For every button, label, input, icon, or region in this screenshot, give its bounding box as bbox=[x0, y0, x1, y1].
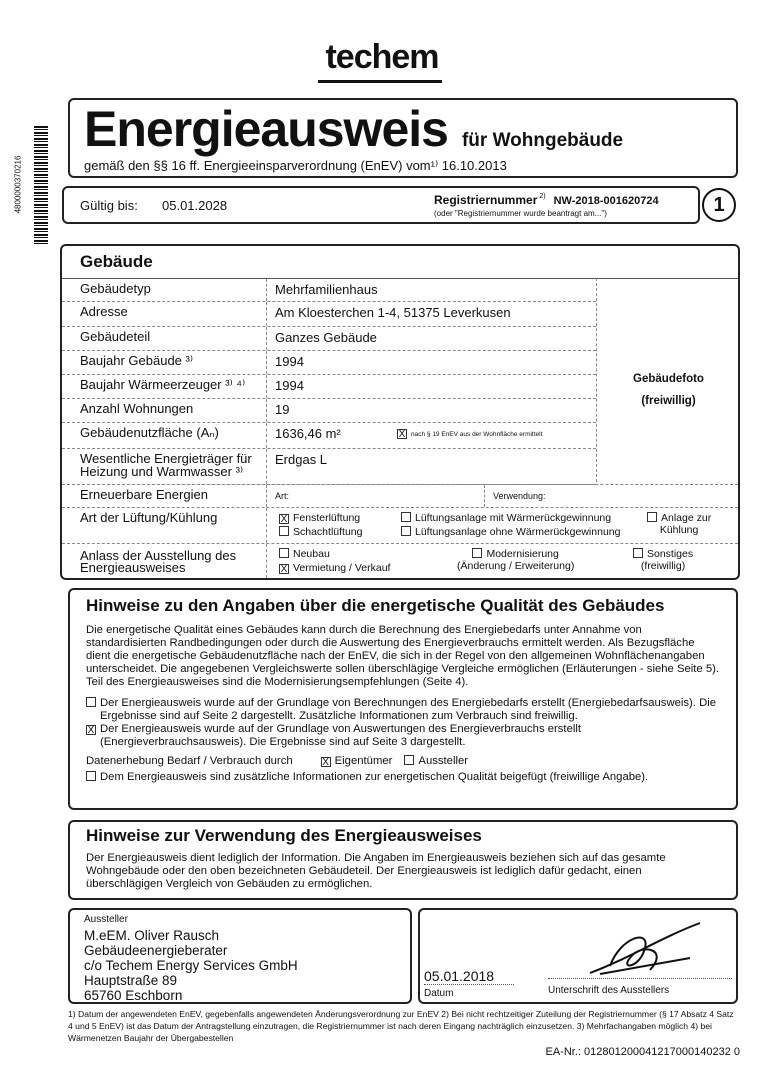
date-label: Datum bbox=[424, 988, 454, 999]
demand-certificate-option[interactable]: Der Energieausweis wurde auf der Grundlage von Berechnungen des Energiebedarfs erstellt (Energiebedarfsausweis). Die Ergebnisse sind auf Seite 2 dargestellt. Zusätzliche Informationen zum Verbrauch sind freiwillig. bbox=[86, 697, 720, 723]
table-row bbox=[62, 351, 596, 375]
issuer-label: Aussteller bbox=[84, 914, 128, 925]
table-row bbox=[62, 302, 596, 327]
ventilation-no-heat-recovery-option[interactable]: Lüftungsanlage ohne Wärmerückgewinnung bbox=[401, 526, 620, 538]
row-label: Erneuerbare Energien bbox=[62, 485, 267, 507]
row-label: Art der Lüftung/Kühlung bbox=[62, 508, 267, 543]
row-label: Wesentliche Energieträger für Heizung und Warmwasser ³⁾ bbox=[62, 449, 267, 484]
techem-logo: techem bbox=[325, 38, 439, 76]
valid-until-date: 05.01.2028 bbox=[162, 198, 228, 213]
owner-option[interactable]: X Eigentümer bbox=[322, 755, 393, 768]
usage-heading: Hinweise zur Verwendung des Energieausweises bbox=[86, 826, 482, 845]
table-row bbox=[62, 423, 596, 449]
row-label: Baujahr Gebäude ³⁾ bbox=[62, 351, 267, 374]
row-value: Erdgas L bbox=[275, 452, 328, 467]
building-photo-area bbox=[596, 278, 740, 482]
row-value: 19 bbox=[275, 402, 290, 417]
law-reference: gemäß den §§ 16 ff. Energieeinsparverordnung (EnEV) vom¹⁾ 16.10.2013 bbox=[84, 158, 507, 173]
registration-line bbox=[434, 191, 659, 209]
footnotes: 1) Datum der angewendeten EnEV, gegebenfalls angewendeten Änderungsverordnung zur EnEV 2) Bei nicht rechtzeitiger Zuteilung der Registriernummer (§ 17 Absatz 4 Satz 4 und 5 EnEV) ist das Datum der Antragstellung einzutragen, die Registriernummer ist nach deren Eingang nachträglich einzusetzen. 3) Mehrfachangaben möglich 4) bei Wärmenetzen Baujahr der Übergabestellen bbox=[68, 1009, 734, 1043]
issuer-option[interactable]: Aussteller bbox=[404, 755, 468, 767]
building-section bbox=[60, 244, 740, 580]
registration-number: NW-2018-001620724 bbox=[553, 195, 659, 207]
issuer-company: c/o Techem Energy Services GmbH bbox=[84, 958, 298, 973]
row-label: Gebäudenutzfläche (Aₙ) bbox=[62, 423, 267, 448]
row-value: Am Kloesterchen 1-4, 51375 Leverkusen bbox=[275, 305, 511, 320]
registration-footnote: 2) bbox=[539, 192, 546, 200]
signature-label: Unterschrift des Ausstellers bbox=[548, 978, 732, 996]
valid-until-label: Gültig bis: bbox=[80, 198, 138, 213]
usage-text: Der Energieausweis dient lediglich der Information. Die Angaben im Energieausweis beziehen sich auf das gesamte Wohngebäude oder den oben bezeichneten Gebäudeteil. Der Energieausweis ist lediglich dafür gedacht, einen überschlägigen Vergleich von Gebäuden zu ermöglichen. bbox=[86, 852, 666, 890]
table-row bbox=[62, 399, 596, 423]
issuer-city: 65760 Eschborn bbox=[84, 988, 183, 1003]
cooling-option[interactable]: Anlage zur Kühlung bbox=[647, 512, 711, 536]
row-label: Gebäudetyp bbox=[62, 279, 267, 301]
renewable-use: Verwendung: bbox=[493, 491, 546, 501]
photo-label: Gebäudefoto bbox=[633, 373, 704, 385]
building-heading: Gebäude bbox=[80, 252, 153, 271]
shaft-ventilation-option[interactable]: Schachtlüftung bbox=[279, 526, 362, 538]
data-collection-label: Datenerhebung Bedarf / Verbrauch durch bbox=[86, 755, 293, 767]
table-row bbox=[62, 279, 596, 302]
area-note: nach § 19 EnEV aus der Wohnfläche ermittelt bbox=[411, 431, 543, 438]
page-number: 1 bbox=[702, 188, 736, 222]
notes-section bbox=[68, 588, 738, 810]
registration-label: Registriernummer bbox=[434, 193, 538, 207]
validity-box bbox=[62, 186, 700, 224]
row-label: Baujahr Wärmeerzeuger ³⁾ ⁴⁾ bbox=[62, 375, 267, 398]
photo-note: (freiwillig) bbox=[641, 395, 696, 407]
renewable-type: Art: bbox=[267, 485, 485, 507]
ventilation-heat-recovery-option[interactable]: Lüftungsanlage mit Wärmerückgewinnung bbox=[401, 512, 611, 524]
row-label: Adresse bbox=[62, 302, 267, 326]
row-label: Gebäudeteil bbox=[62, 327, 267, 350]
row-value: 1994 bbox=[275, 354, 304, 369]
registration-note: (oder "Registriernummer wurde beantragt am...") bbox=[434, 209, 607, 218]
ea-number: EA-Nr.: 012801200041217000140232 0 bbox=[545, 1046, 740, 1058]
barcode-number: 4800000370216 bbox=[13, 155, 23, 214]
title-row bbox=[84, 100, 623, 158]
other-option[interactable]: Sonstiges (freiwillig) bbox=[633, 548, 693, 572]
page-subtitle: für Wohngebäude bbox=[461, 130, 624, 151]
renewable-row bbox=[62, 484, 738, 508]
modernization-option[interactable]: Modernisierung (Änderung / Erweiterung) bbox=[457, 548, 575, 572]
footer bbox=[68, 1008, 738, 1058]
consumption-certificate-option[interactable]: X Der Energieausweis wurde auf der Grundlage von Auswertungen des Energieverbrauchs erstellt (Energieverbrauchsausweis). Die Ergebnisse sind auf Seite 3 dargestellt. bbox=[87, 723, 582, 748]
signature-box bbox=[418, 908, 738, 1004]
row-value: 1994 bbox=[275, 378, 304, 393]
page-title: Energieausweis bbox=[84, 101, 448, 157]
new-building-option[interactable]: Neubau bbox=[279, 548, 330, 560]
table-row bbox=[62, 375, 596, 399]
row-value: 1636,46 m² bbox=[275, 426, 341, 441]
barcode bbox=[34, 126, 48, 246]
usage-section bbox=[68, 820, 738, 900]
issuer-box bbox=[68, 908, 412, 1004]
table-row bbox=[62, 449, 596, 485]
area-checkbox[interactable]: X bbox=[398, 429, 406, 440]
row-label: Anlass der Ausstellung des Energieausweises bbox=[62, 544, 267, 578]
rent-sale-option[interactable]: X Vermietung / Verkauf bbox=[280, 562, 391, 575]
building-table bbox=[62, 279, 596, 485]
row-value: Ganzes Gebäude bbox=[275, 330, 377, 345]
issuer-title: Gebäudeenergieberater bbox=[84, 943, 228, 958]
occasion-row bbox=[62, 544, 738, 578]
extra-info-option[interactable]: Dem Energieausweis sind zusätzliche Informationen zur energetischen Qualität beigefügt (freiwillige Angabe). bbox=[86, 771, 720, 784]
notes-paragraph: Die energetische Qualität eines Gebäudes kann durch die Berechnung des Energiebedarfs unter Annahme von standardisierten Randbedingungen oder durch die Auswertung des Energieverbrauchs ermittelt werden. Als Bezugsfläche dient die energetische Gebäudenutzfläche nach der EnEV, die sich in der Regel von den allgemeinen Wohnflächenangaben unterscheidet. Die angegebenen Vergleichswerte sollen überschlägige Vergleiche ermöglichen (Erläuterungen - siehe Seite 5). Teil des Energieausweises sind die Modernisierungsempfehlungen (Seite 4). bbox=[86, 624, 720, 688]
signature-image bbox=[570, 918, 720, 976]
row-label: Anzahl Wohnungen bbox=[62, 399, 267, 422]
notes-heading: Hinweise zu den Angaben über die energetische Qualität des Gebäudes bbox=[86, 596, 665, 615]
row-value: Mehrfamilienhaus bbox=[275, 282, 378, 297]
signature-date: 05.01.2018 bbox=[424, 968, 514, 985]
window-ventilation-option[interactable]: X Fensterlüftung bbox=[280, 512, 361, 525]
ventilation-row bbox=[62, 508, 738, 544]
logo-underline bbox=[318, 80, 442, 83]
issuer-name: M.eEM. Oliver Rausch bbox=[84, 928, 220, 943]
issuer-street: Hauptstraße 89 bbox=[84, 973, 178, 988]
table-row bbox=[62, 327, 596, 351]
